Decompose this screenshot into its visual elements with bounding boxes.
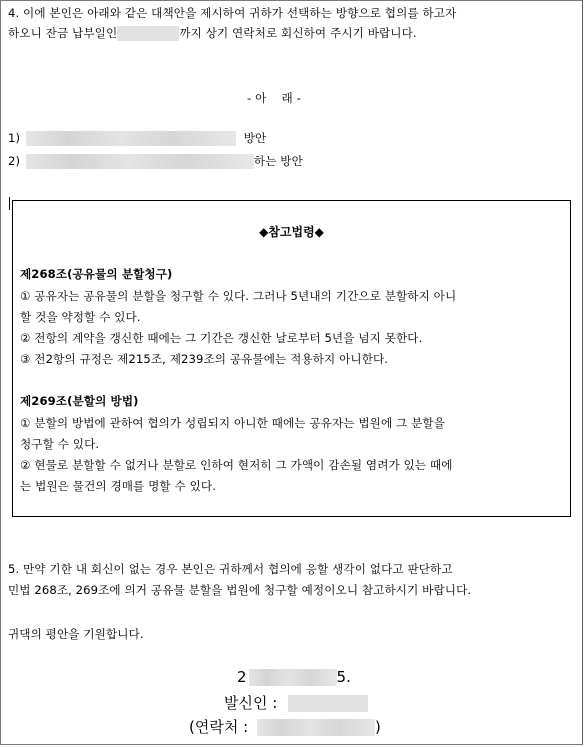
- law-reference-box: [12, 200, 571, 517]
- option-1-suffix: 방안: [243, 131, 267, 145]
- redacted-contact: [257, 719, 375, 736]
- para4-line2-post: 까지 상기 연락처로 회신하여 주시기 바랍니다.: [179, 26, 417, 40]
- article-268-heading: 제268조(공유물의 분할청구): [20, 267, 173, 281]
- footer-date: [237, 668, 351, 686]
- sender-label: 발신인 :: [224, 694, 278, 712]
- option-1: [8, 130, 266, 146]
- text-cursor: [9, 197, 10, 210]
- redacted-option-1: [26, 131, 236, 146]
- article-268-line1: ① 공유자는 공유물의 분할을 청구할 수 있다. 그러나 5년내의 기간으로 분할하지 아니: [20, 289, 457, 303]
- article-269-heading: 제269조(분할의 방법): [20, 394, 139, 408]
- article-268-line2: 할 것을 약정할 수 있다.: [20, 310, 141, 324]
- article-269-line1: ① 분할의 방법에 관하여 협의가 성립되지 아니한 때에는 공유자는 법원에 그 분할을: [20, 416, 446, 430]
- para4-line1: 4. 이에 본인은 아래와 같은 대책안을 제시하여 귀하가 선택하는 방향으로 협의를 하고자: [8, 6, 457, 20]
- closing-line: 귀댁의 평안을 기원합니다.: [8, 627, 144, 641]
- law-box-title: ◆참고법령◆: [259, 225, 324, 239]
- option-2-suffix: 하는 방안: [253, 154, 303, 168]
- option-2: [8, 153, 303, 169]
- redacted-sender: [288, 695, 368, 712]
- option-1-number: 1): [8, 131, 21, 145]
- para5-line1: 5. 만약 기한 내 회신이 없는 경우 본인은 귀하께서 협의에 응할 생각이 없다고 판단하고: [8, 562, 453, 576]
- option-2-number: 2): [8, 154, 21, 168]
- redacted-payment-date: [117, 26, 179, 41]
- redacted-option-2: [26, 154, 254, 169]
- footer-contact: [189, 716, 381, 737]
- redacted-date: [249, 669, 337, 686]
- para4-line2: [8, 25, 417, 41]
- para5-line2: 민법 268조, 269조에 의거 공유물 분할을 법원에 청구할 예정이오니 참고하시기 바랍니다.: [8, 583, 472, 597]
- article-269-line2: 청구할 수 있다.: [20, 437, 100, 451]
- article-269-line4: 는 법원은 물건의 경매를 명할 수 있다.: [20, 479, 216, 493]
- footer-sender: [224, 692, 368, 713]
- date-suffix: 5.: [336, 668, 351, 686]
- date-prefix: 2: [237, 668, 247, 686]
- contact-close: ): [374, 718, 381, 736]
- article-269-line3: ② 현물로 분할할 수 없거나 분할로 인하여 현저히 그 가액이 감손될 염려가 있는 때에: [20, 458, 453, 472]
- contact-label: (연락처 :: [189, 718, 249, 736]
- arae-heading: [247, 90, 301, 106]
- para4-line2-pre: 하오니 잔금 납부일인: [8, 26, 118, 40]
- article-268-line3: ② 전항의 계약을 갱신한 때에는 그 기간은 갱신한 날로부터 5년을 넘지 못한다.: [20, 331, 423, 345]
- arae-heading-text: - 아 래 -: [247, 91, 301, 105]
- article-268-line4: ③ 전2항의 규정은 제215조, 제239조의 공유물에는 적용하지 아니한다.: [20, 352, 389, 366]
